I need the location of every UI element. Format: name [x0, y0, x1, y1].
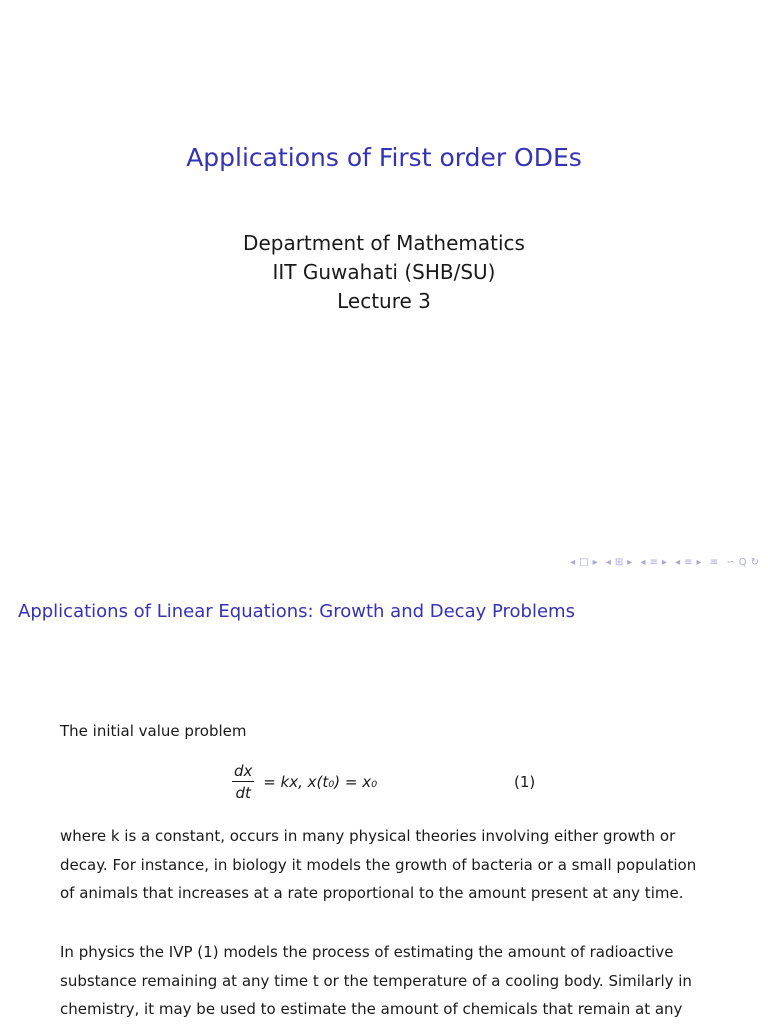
presentation-title: Applications of First order ODEs: [186, 143, 582, 172]
beamer-navigation-bar: [567, 557, 760, 568]
subsection2-next-icon[interactable]: ▸: [696, 557, 703, 568]
subsection-icon[interactable]: ⊞: [614, 557, 625, 568]
equation-rhs: = kx, x(t₀) = x₀: [263, 773, 378, 791]
frame-icon[interactable]: □: [579, 557, 590, 568]
subsection-next-icon[interactable]: ▸: [627, 557, 634, 568]
search-icon[interactable]: Q: [738, 557, 748, 568]
subsection2-icon[interactable]: ≡: [684, 557, 694, 568]
back-forward-icon[interactable]: ∽: [726, 557, 736, 568]
physics-paragraph: In physics the IVP (1) models the process of estimating the amount of radioactive substance remaining at any time t or the temperature of a cooling body. Similarly in chemistry, it may be used to estimate the amount of chemicals that remain at any: [60, 943, 692, 1019]
section-next-icon[interactable]: ▸: [661, 557, 668, 568]
frame-title: Applications of Linear Equations: Growth and Decay Problems: [18, 601, 575, 622]
content-slide: [0, 576, 768, 1024]
section-prev-icon[interactable]: ◂: [640, 557, 647, 568]
institute: IIT Guwahati (SHB/SU): [272, 260, 496, 284]
section-icon[interactable]: ≡: [649, 557, 659, 568]
equation-number: (1): [514, 773, 536, 791]
frame-next-icon[interactable]: ▸: [592, 557, 599, 568]
department: Department of Mathematics: [243, 231, 525, 255]
author-info: [0, 229, 768, 316]
document-icon[interactable]: ≡: [709, 557, 720, 568]
equation-denominator: dt: [235, 784, 251, 802]
lecture-number: Lecture 3: [337, 289, 431, 313]
subsection2-prev-icon[interactable]: ◂: [675, 557, 682, 568]
intro-text: The initial value problem: [60, 722, 247, 740]
equation-fraction: [232, 762, 254, 802]
equation: [232, 762, 377, 802]
where-paragraph: where k is a constant, occurs in many physical theories involving either growth or decay. For instance, in biology it models the growth of bacteria or a small population of animals that increases at a rate proportional to the amount present at any time.: [60, 827, 697, 903]
equation-numerator: dx: [234, 762, 253, 780]
frame-prev-icon[interactable]: ◂: [570, 557, 577, 568]
refresh-icon[interactable]: ↻: [750, 557, 760, 568]
subsection-prev-icon[interactable]: ◂: [605, 557, 612, 568]
